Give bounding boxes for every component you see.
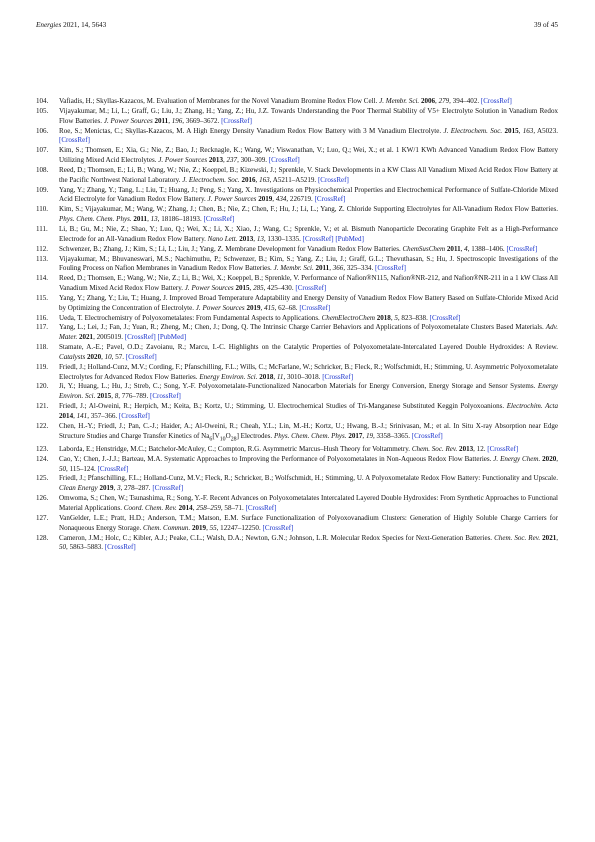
reference-year: 2011 [446, 244, 461, 253]
reference-segment: , 1388–1406. [467, 244, 507, 253]
reference-subscript: 28 [230, 436, 237, 443]
reference-text [59, 166, 558, 184]
reference-segment: , 425–430. [263, 284, 296, 293]
reference-link[interactable]: [CrossRef] [299, 303, 331, 312]
reference-italic: Chem. Soc. Rev. [411, 444, 458, 453]
reference-segment: Reed, D.; Thomsen, E.; Li, B.; Wang, W.; Nie, Z.; Koeppel, B.; Kizewski, J.; Sprenkle, V. Stack Developments in a KW Class All Vanadium Mixed Acid Redox Flow Battery at the Pacific Northwest National Laboratory. [59, 165, 558, 184]
reference-segment: Li, B.; Gu, M.; Nie, Z.; Shao, Y.; Luo, Q.; Wei, X.; Li, X.; Xiao, J.; Wang, C.; Sprenkle, V.; et al. Bismuth Nanoparticle Decorating Graphite Felt as a High-Performance Electrode for an All-Vanadium Redox Flow Battery. [59, 224, 558, 243]
reference-italic: Adv. Mater. [59, 323, 558, 342]
reference-segment: , 3358–3365. [372, 431, 412, 440]
reference-segment: , 226719. [286, 195, 315, 204]
reference-item [36, 474, 558, 494]
reference-segment: , [556, 533, 558, 542]
reference-link[interactable]: [CrossRef] [322, 372, 354, 381]
reference-segment: , [111, 392, 115, 401]
reference-italic: Clean Energy [59, 484, 98, 493]
reference-segment: , [73, 412, 77, 420]
reference-segment: ] Electrodes. [236, 431, 274, 440]
journal-name: Energies [36, 21, 62, 29]
reference-segment: , 2005019. [93, 333, 125, 342]
reference-text [59, 205, 558, 223]
reference-segment: , [168, 116, 172, 125]
reference-segment: , 62–68. [274, 303, 300, 312]
reference-number: 107. [36, 146, 49, 155]
reference-italic: Catalysts [59, 352, 86, 361]
reference-year: 2021 [78, 333, 94, 342]
reference-italic: 415 [264, 303, 275, 312]
reference-text [59, 494, 558, 512]
reference-year: 2011 [133, 215, 148, 224]
reference-segment: , 357–366. [87, 412, 119, 420]
reference-italic: 141 [76, 412, 88, 420]
reference-year: 2016 [241, 175, 256, 184]
reference-text [59, 402, 558, 420]
reference-item [36, 225, 558, 245]
reference-italic: 10 [104, 352, 112, 361]
reference-segment: , [435, 97, 439, 105]
reference-italic: 3 [117, 484, 121, 493]
reference-item [36, 402, 558, 422]
reference-item [36, 205, 558, 225]
reference-year: 2015 [235, 284, 250, 293]
reference-number: 104. [36, 97, 49, 105]
reference-item [36, 445, 558, 455]
reference-item [36, 514, 558, 534]
reference-item [36, 245, 558, 255]
reference-segment: , [260, 303, 265, 312]
reference-segment: , [192, 504, 197, 512]
reference-item [36, 314, 558, 324]
reference-segment: Yang, L.; Lei, J.; Fan, J.; Yuan, R.; Zheng, M.; Chen, J.; Dong, Q. The Intrinsic Charge Carrier Behaviors and Applications of Polyoxometalate Clusters Based Materials. [59, 323, 546, 332]
reference-subscript: 10 [219, 436, 226, 443]
reference-italic: Chem. Soc. Rev. [494, 533, 541, 542]
page-number: 39 of 45 [534, 21, 558, 29]
reference-number: 126. [36, 494, 49, 503]
reference-italic: 11 [276, 372, 284, 381]
reference-link[interactable]: [CrossRef] [268, 156, 300, 165]
reference-italic: J. Power Sources [195, 303, 245, 312]
reference-link[interactable]: [CrossRef] [152, 484, 184, 493]
reference-link[interactable]: [CrossRef] [97, 464, 129, 473]
reference-number: 115. [36, 293, 49, 302]
reference-segment: , 278–287. [120, 484, 153, 493]
reference-text [59, 245, 537, 253]
reference-segment: , [222, 156, 227, 165]
reference-link[interactable]: [CrossRef] [317, 175, 349, 184]
reference-text [59, 421, 558, 443]
reference-item [36, 494, 558, 514]
reference-item [36, 166, 558, 186]
reference-item [36, 127, 558, 147]
reference-segment: , [273, 372, 277, 381]
reference-year: 2011 [154, 116, 169, 125]
reference-segment: Schwenzer, B.; Zhang, J.; Kim, S.; Li, L.; Liu, J.; Yang, Z. Membrane Development for Vanadium Redox Flow Batteries. [59, 244, 403, 253]
reference-link[interactable]: [CrossRef] [375, 264, 406, 273]
reference-item [36, 146, 558, 166]
reference-year: 2014 [178, 504, 193, 512]
reference-text [59, 255, 558, 273]
reference-item [36, 323, 558, 343]
reference-italic: 8 [114, 392, 119, 401]
reference-number: 120. [36, 382, 49, 391]
reference-number: 109. [36, 185, 49, 194]
reference-segment: , [518, 126, 523, 135]
reference-text [59, 514, 558, 532]
reference-item [36, 382, 558, 402]
reference-text [59, 146, 558, 164]
reference-segment: Stamate, A.-E.; Pavel, O.D.; Zavoianu, R.; Marcu, I.-C. Highlights on the Catalytic Properties of Polyoxometalate-Intercalated Layered Double Hydroxides: A Review. [59, 343, 558, 352]
reference-year: 2018 [259, 372, 274, 381]
reference-segment: Friedl, J.; Pfanschilling, F.L.; Holland-Cunz, M.V.; Fleck, R.; Schricker, B.; Wolfschmidt, H.; Stimming, U. A Polyoxometalate Redox Flow Battery: Functionality and Upscale. [59, 474, 558, 483]
reference-italic: 237 [226, 156, 238, 165]
reference-text [59, 382, 558, 400]
reference-year: 2011 [315, 264, 330, 273]
reference-segment: Friedl, J.; Al-Oweini, R.; Herpich, M.; Keita, B.; Kortz, U.; Stimming, U. Electrochemical Studies of Tri-Manganese Substituted Keggin Polyoxoanions. [59, 402, 507, 411]
reference-italic: 13 [256, 234, 264, 243]
reference-italic: 258–259 [196, 504, 221, 512]
reference-italic: 279 [438, 97, 450, 105]
reference-segment: Ueda, T. Electrochemistry of Polyoxometalates: From Fundamental Aspects to Applications. [59, 313, 322, 322]
reference-text [59, 274, 558, 292]
reference-item [36, 274, 558, 294]
reference-italic: 366 [332, 264, 344, 273]
reference-segment: , [362, 431, 366, 440]
reference-text [59, 225, 558, 243]
reference-italic: 434 [275, 195, 287, 204]
reference-segment: Roe, S.; Menictas, C.; Skyllas-Kazacos, M. A High Energy Density Vanadium Redox Flow Battery with 3 M Vanadium Electrolyte. [59, 126, 444, 135]
reference-italic: 163 [259, 175, 270, 184]
reference-segment: , [113, 484, 118, 493]
reference-italic: 196 [171, 116, 183, 125]
reference-link[interactable]: [CrossRef] [314, 195, 346, 204]
reference-link[interactable]: [CrossRef] [506, 244, 538, 253]
reference-segment: , [272, 195, 276, 204]
reference-segment: , 58–71. [220, 504, 246, 512]
reference-year: 2019 [246, 303, 261, 312]
reference-italic: Electrochim. Acta [506, 402, 558, 411]
reference-list [36, 97, 558, 553]
reference-segment: , [329, 264, 333, 273]
reference-number: 118. [36, 343, 49, 352]
reference-italic: J. Membr. Sci. [379, 97, 420, 105]
reference-italic: 19 [365, 431, 373, 440]
reference-text [59, 294, 558, 312]
reference-text [59, 343, 558, 361]
reference-link[interactable]: [CrossRef] [262, 523, 294, 532]
reference-italic: J. Electrochem. Soc. [443, 126, 503, 135]
reference-italic: ChemElectroChem [321, 313, 375, 322]
reference-segment: , 57. [111, 352, 126, 361]
reference-text [59, 445, 518, 453]
reference-item [36, 97, 558, 107]
reference-segment: , 5863–5883. [66, 543, 105, 552]
reference-segment: , [460, 244, 465, 253]
reference-italic: Energy Environ. Sci. [59, 382, 558, 401]
reference-link[interactable]: [CrossRef] [104, 543, 136, 552]
reference-italic: 4 [464, 244, 468, 253]
reference-italic: 55 [209, 523, 217, 532]
reference-segment: , [147, 215, 151, 224]
reference-segment: , [101, 352, 105, 361]
reference-italic: Chem. Commun. [143, 523, 191, 532]
reference-link[interactable]: [CrossRef] [125, 352, 157, 361]
reference-segment: [V [212, 431, 220, 440]
reference-link[interactable]: [CrossRef] [411, 431, 443, 440]
reference-item [36, 343, 558, 363]
reference-italic: ChemSusChem [402, 244, 446, 253]
reference-italic: J. Electrochem. Soc. [182, 175, 240, 184]
reference-italic: Energy Environ. Sci. [199, 372, 258, 381]
reference-segment: , 776–789. [118, 392, 150, 401]
reference-text [59, 474, 558, 492]
reference-segment: Yang, Y.; Zhang, Y.; Liu, T.; Huang, J. Improved Broad Temperature Adaptability and Energy Density of Vanadium Redox Flow Battery Based on Sulfate-Chloride Mixed Acid by Optimizing the Concentration of Electrolyte. [59, 293, 558, 312]
reference-number: 125. [36, 474, 49, 483]
reference-segment: Kim, S.; Thomsen, E.; Xia, G.; Nie, Z.; Bao, J.; Recknagle, K.; Wang, W.; Viswanathan, V.; Luo, Q.; Wei, X.; et al. 1 KW/1 KWh Advanced Vanadium Redox Flow Battery Utilizing Mixed Acid Electrolytes. [59, 146, 558, 165]
reference-number: 110. [36, 205, 49, 214]
reference-year: 2021 [542, 533, 557, 542]
reference-number: 113. [36, 254, 49, 263]
reference-italic: J. Power Sources [158, 156, 208, 165]
reference-segment: Ji, Y.; Huang, L.; Hu, J.; Streb, C.; Song, Y.-F. Polyoxometalate-Functionalized Nanocarbon Materials for Energy Conversion, Energy Storage and Sensor Systems. [59, 382, 538, 391]
reference-italic: Nano Lett. [207, 234, 238, 243]
reference-segment: Kim, S.; Vijayakumar, M.; Wang, W.; Zhang, J.; Chen, B.; Nie, Z.; Chen, F.; Hu, J.; Li, L.; Yang, Z. Chloride Supporting Electrolytes for All-Vanadium Redox Flow Batteries. [59, 205, 558, 214]
reference-year: 2006 [420, 97, 436, 105]
reference-text [59, 323, 558, 341]
reference-segment: , 12247–12250. [216, 523, 263, 532]
reference-text [59, 127, 558, 145]
reference-number: 117. [36, 323, 49, 332]
reference-segment: , A5211–A5219. [269, 175, 318, 184]
reference-italic: J. Membr. Sci. [273, 264, 314, 273]
reference-segment: O [225, 431, 231, 440]
reference-link[interactable]: [PubMed] [157, 333, 187, 342]
reference-segment: , 18186–18193. [157, 215, 204, 224]
reference-segment: , [556, 454, 558, 463]
reference-number: 111. [36, 224, 48, 233]
reference-italic: 5 [394, 313, 398, 322]
reference-segment: , 3669–3672. [182, 116, 222, 125]
reference-segment: Cao, Y.; Chen, J.-J.J.; Barteau, M.A. Systematic Approaches to Improving the Performance of Polyoxometalates in Non-Aqueous Redox Flow Batteries. [59, 454, 494, 463]
reference-year: 2019 [258, 195, 273, 204]
reference-text [59, 314, 461, 322]
reference-segment: , [206, 523, 210, 532]
reference-italic: J. Power Sources [184, 284, 234, 293]
reference-italic: J. Power Sources [207, 195, 257, 204]
reference-subscript: 6 [209, 436, 213, 443]
reference-link[interactable]: [CrossRef] [295, 284, 327, 293]
reference-number: 106. [36, 126, 49, 135]
reference-year: 2013 [208, 156, 223, 165]
reference-number: 114. [36, 274, 49, 283]
reference-segment: Omwoma, S.; Chen, W.; Tsunashima, R.; Song, Y.-F. Recent Advances on Polyoxometalates Intercalated Layered Double Hydroxides: From Synthetic Approaches to Functional Material Applications. [59, 494, 558, 512]
reference-segment: Chen, H.-Y.; Friedl, J.; Pan, C.-J.; Haider, A.; Al-Oweini, R.; Cheah, Y.L.; Lin, M.-H.; Kortz, U.; Hwang, B.-J.; Srinivasan, M.; et al. In Situ X-ray Absorption near Edge Structure Studies and Charge Transfer Kinetics of Na [59, 421, 558, 440]
reference-link[interactable]: [PubMed] [335, 234, 364, 243]
reference-number: 108. [36, 165, 49, 174]
reference-number: 121. [36, 402, 49, 411]
reference-segment: Reed, D.; Thomsen, E.; Wang, W.; Nie, Z.; Li, B.; Wei, X.; Koeppel, B.; Sprenkle, V. Performance of Nafion®N115, Nafion®NR-212, and Nafion®NR-211 in a 1 kW Class All Vanadium Mixed Acid Redox Flow Battery. [59, 274, 558, 293]
reference-year: 2019 [191, 523, 207, 532]
reference-item [36, 534, 558, 554]
reference-italic: 285 [253, 284, 264, 293]
reference-year: 2013 [459, 444, 474, 453]
reference-italic: J. Power Sources [103, 116, 153, 125]
reference-segment: Vafiadis, H.; Skyllas-Kazacos, M. Evaluation of Membranes for the Novel Vanadium Bromine Redox Flow Cell. [59, 97, 380, 105]
reference-segment: , [253, 234, 257, 243]
reference-link[interactable]: [CrossRef] [245, 504, 277, 512]
reference-year: 2020 [542, 454, 557, 463]
reference-italic: 50 [59, 543, 67, 552]
reference-year: 2015 [97, 392, 112, 401]
reference-link[interactable]: [CrossRef] [480, 97, 512, 105]
reference-segment: , [255, 175, 260, 184]
page-header [36, 21, 558, 33]
reference-text [59, 186, 558, 204]
journal-year-volume: 2021, 14, 5643 [63, 21, 107, 29]
reference-number: 119. [36, 362, 49, 371]
reference-year: 2019 [99, 484, 114, 493]
reference-segment: , 394–402. [449, 97, 481, 105]
reference-segment: , 823–838. [397, 313, 430, 322]
reference-item [36, 107, 558, 127]
reference-text [59, 97, 512, 105]
reference-text [59, 534, 558, 552]
reference-number: 127. [36, 513, 49, 522]
reference-segment: Cameron, J.M.; Holc, C.; Kibler, A.J.; Peake, C.L.; Walsh, D.A.; Newton, G.N.; Johnson, L.R. Molecular Redox Species for Next-Generation Batteries. [59, 533, 495, 542]
reference-segment: , 1330–1335. [263, 234, 303, 243]
reference-number: 116. [36, 313, 49, 322]
reference-number: 122. [36, 421, 49, 430]
reference-segment: , [390, 313, 395, 322]
reference-italic: Phys. Chem. Chem. Phys. [59, 215, 132, 224]
reference-item [36, 455, 558, 475]
reference-item [36, 186, 558, 206]
reference-link[interactable]: [CrossRef] [302, 234, 334, 243]
reference-year: 2015 [504, 126, 519, 135]
reference-item [36, 255, 558, 275]
reference-number: 105. [36, 106, 49, 115]
reference-text [59, 363, 558, 381]
reference-year: 2014 [59, 412, 74, 420]
reference-text [59, 107, 558, 125]
reference-link[interactable]: [CrossRef] [203, 215, 235, 224]
reference-item [36, 294, 558, 314]
reference-segment: Friedl, J.; Holland-Cunz, M.V.; Cording, F.; Pfanschilling, F.L.; Wills, C.; McFarlane, W.; Schricker, B.; Fleck, R.; Wolfschmidt, H.; Stimming, U. Asymmetric Polyoxometalate Electrolytes for Advanced Redox Flow Batteries. [59, 362, 558, 381]
reference-number: 112. [36, 244, 49, 253]
reference-italic: Coord. Chem. Rev. [123, 504, 177, 512]
reference-segment: , 325–334. [343, 264, 376, 273]
reference-segment: , 115–124. [66, 464, 98, 473]
reference-segment: , A5023. [533, 126, 558, 135]
reference-link[interactable]: [CrossRef] [487, 444, 519, 453]
reference-number: 124. [36, 454, 49, 463]
reference-segment: , 12. [473, 444, 488, 453]
reference-italic: 163 [522, 126, 534, 135]
reference-link[interactable]: [CrossRef] [149, 392, 181, 401]
reference-link[interactable]: [CrossRef] [118, 412, 150, 420]
reference-italic: J. Energy Chem. [493, 454, 541, 463]
reference-link[interactable]: [CrossRef] [59, 136, 90, 145]
reference-number: 123. [36, 444, 49, 453]
reference-year: 2017 [348, 431, 363, 440]
reference-link[interactable]: [CrossRef] [221, 116, 252, 125]
reference-segment: Yang, Y.; Zhang, Y.; Tang, L.; Liu, T.; Huang, J.; Peng, S.; Yang, X. Investigations on Physicochemical Properties and Electrochemical Performance of Sulfate-Chloride Mixed Acid Electrolyte for Vanadium Redox Flow Battery. [59, 185, 558, 204]
reference-italic: 13 [150, 215, 158, 224]
reference-segment: VanGelder, L.E.; Pratt, H.D.; Anderson, T.M.; Matson, E.M. Surface Functionalization of Polyoxovanadium Clusters: Generation of Highly Soluble Charge Carriers for Nonaqueous Energy Storage. [59, 513, 558, 532]
reference-number: 128. [36, 533, 49, 542]
reference-year: 2018 [376, 313, 391, 322]
reference-item [36, 363, 558, 383]
reference-year: 2020 [87, 352, 102, 361]
reference-link[interactable]: [CrossRef] [429, 313, 461, 322]
reference-year: 2013 [239, 234, 254, 243]
reference-segment: , 3010–3018. [283, 372, 323, 381]
reference-italic: 50 [59, 464, 67, 473]
reference-segment: Vijayakumar, M.; Bhuvaneswari, M.S.; Nachimuthu, P.; Schwenzer, B.; Kim, S.; Yang, Z.; Liu, J.; Graff, G.L.; Thevuthasan, S.; Hu, J. Spectroscopic Investigations of the Fouling Process on Nafion Membranes in Vanadium Redox Flow Batteries. [59, 254, 558, 273]
reference-link[interactable]: [CrossRef] [124, 333, 156, 342]
journal-citation [36, 21, 106, 29]
reference-segment: , [249, 284, 254, 293]
reference-text [59, 455, 558, 473]
reference-segment: , 300–309. [237, 156, 269, 165]
reference-segment: Laborda, E.; Henstridge, M.C.; Batchelor-McAuley, C.; Compton, R.G. Asymmetric Marcus–Hush Theory for Voltammetry. [59, 444, 412, 453]
reference-italic: Phys. Chem. Chem. Phys. [273, 431, 347, 440]
reference-segment: Vijayakumar, M.; Li, L.; Graff, G.; Liu, J.; Zhang, H.; Yang, Z.; Hu, J.Z. Towards Understanding the Poor Thermal Stability of V5+ Electrolyte Solution in Vanadium Redox Flow Batteries. [59, 106, 558, 125]
reference-item [36, 422, 558, 445]
